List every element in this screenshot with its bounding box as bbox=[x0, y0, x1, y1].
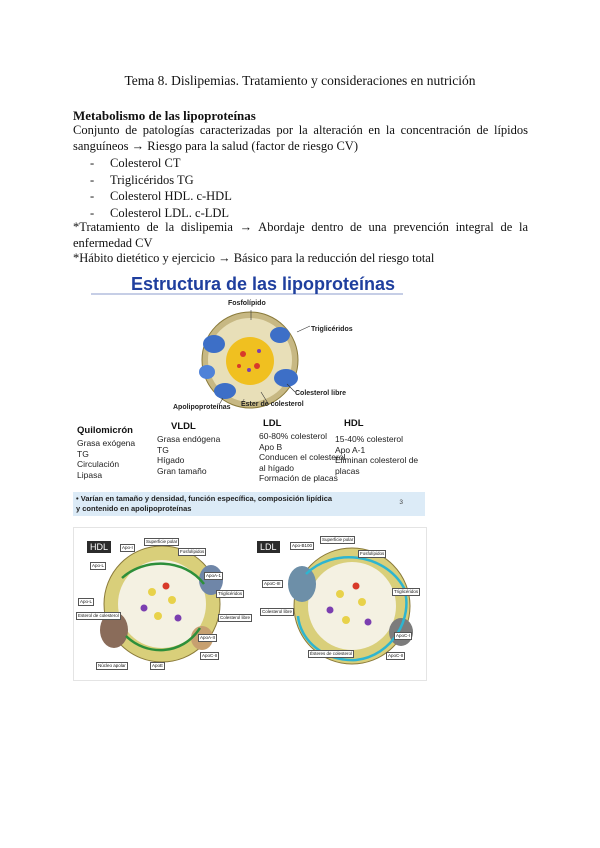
ldl-tag: Superficie polar bbox=[322, 537, 354, 542]
slide-title: Estructura de las lipoproteínas bbox=[131, 274, 396, 294]
column-hdl-header: HDL bbox=[344, 418, 364, 429]
column-line: al hígado bbox=[259, 462, 294, 473]
footer-line bbox=[76, 494, 396, 504]
column-vldl-header: VLDL bbox=[171, 421, 196, 432]
label-colesterol-libre: Colesterol libre bbox=[295, 390, 346, 397]
slide-footer-text bbox=[76, 494, 396, 514]
list-item bbox=[90, 155, 232, 172]
hdl-tag: Colesterol libre bbox=[220, 615, 251, 620]
column-vldl-text bbox=[157, 434, 243, 476]
list-item bbox=[90, 188, 232, 205]
ldl-tag: Apo-B100 bbox=[292, 543, 313, 548]
label-fosfolipido: Fosfolípido bbox=[228, 300, 266, 307]
column-line: Eliminan colesterol de bbox=[335, 455, 419, 465]
hdl-tag: Superficie polar bbox=[146, 539, 178, 544]
slide-page-number: 3 bbox=[399, 499, 403, 506]
ldl-tag: ApoC-III bbox=[264, 581, 281, 586]
column-line: placas bbox=[335, 465, 360, 476]
column-line: TG bbox=[77, 448, 89, 459]
slide-footer bbox=[73, 492, 425, 516]
column-line: Grasa exógena bbox=[77, 438, 136, 448]
note-habits: *Hábito dietético y ejercicio → Básico para la reducción del riesgo total bbox=[73, 251, 435, 265]
column-line: Formación de placas bbox=[259, 473, 338, 483]
hdl-tag: Triglicéridos bbox=[218, 591, 243, 596]
ldl-tag: ApoC-II bbox=[388, 653, 404, 658]
column-hdl-text bbox=[335, 434, 425, 476]
ldl-tag: Colesterol libre bbox=[262, 609, 293, 614]
note-treatment: *Tratamiento de la dislipemia → Abordaje dentro de una prevención integral de la enfermedad CV bbox=[73, 220, 528, 250]
bullet-marker: - bbox=[90, 189, 95, 203]
list-item-text: Colesterol HDL. c-HDL bbox=[110, 189, 232, 203]
hdl-tag: Apo-L bbox=[80, 599, 93, 604]
column-line: Gran tamaño bbox=[157, 465, 207, 476]
column-line: Apo A-1 bbox=[335, 444, 366, 455]
hdl-ldl-diagrams bbox=[73, 527, 427, 681]
column-line: TG bbox=[157, 444, 169, 455]
lipoprotein-structure-illustration bbox=[73, 288, 425, 438]
column-quilomicron-header: Quilomicrón bbox=[77, 425, 133, 436]
column-quilomicron-text bbox=[77, 438, 161, 480]
page-title: Tema 8. Dislipemias. Tratamiento y consideraciones en nutrición bbox=[124, 73, 476, 88]
column-line: Hígado bbox=[157, 455, 185, 465]
bullet-marker: - bbox=[90, 172, 95, 187]
list-item-text: Colesterol CT bbox=[110, 156, 181, 170]
column-line: Circulación bbox=[77, 459, 120, 469]
column-ldl-header: LDL bbox=[263, 418, 282, 429]
hdl-badge: HDL bbox=[86, 540, 112, 554]
label-ester-colesterol: Éster de colesterol bbox=[241, 401, 304, 408]
hdl-tag: Apo-L bbox=[92, 563, 105, 568]
label-trigliceridos: Triglicéridos bbox=[311, 326, 353, 333]
column-line: Conducen el colesterol bbox=[259, 452, 346, 462]
column-line: Apo B bbox=[259, 441, 283, 452]
list-item bbox=[90, 172, 232, 189]
column-line: Grasa endógena bbox=[157, 434, 221, 444]
ldl-tag: Ésteres de colesterol bbox=[310, 651, 353, 656]
bullet-list bbox=[90, 155, 232, 221]
bullet-marker: - bbox=[90, 205, 95, 220]
intro-paragraph: Conjunto de patologías caracterizadas por la alteración en la concentración de lípidos sanguíneos → Riesgo para la salud (factor de riesgo CV) bbox=[73, 123, 528, 153]
ldl-tag: ApoC-I bbox=[396, 633, 411, 638]
hdl-tag: ApoA-II bbox=[200, 635, 216, 640]
column-line: 15-40% colesterol bbox=[335, 434, 404, 444]
hdl-tag: Esterol de colesterol bbox=[78, 613, 119, 618]
ldl-tag: Triglicéridos bbox=[394, 589, 419, 594]
bullet-marker: - bbox=[90, 156, 95, 170]
label-apolipoproteinas: Apolipoproteínas bbox=[173, 404, 231, 411]
footer-line-text: Varían en tamaño y densidad, función específica, composición lipídica bbox=[80, 494, 333, 503]
hdl-tag: ApoA-1 bbox=[206, 573, 222, 578]
ldl-badge: LDL bbox=[256, 540, 281, 554]
section-heading: Metabolismo de las lipoproteínas bbox=[73, 108, 256, 123]
hdl-tag: Apo-I bbox=[122, 545, 133, 550]
hdl-tag: Núcleo apolar bbox=[98, 663, 126, 668]
footer-line: y contenido en apolipoproteínas bbox=[76, 504, 192, 513]
hdl-tag: ApoE bbox=[152, 663, 164, 668]
ldl-tag: Fosfolípidos bbox=[360, 551, 385, 556]
list-item-text: Colesterol LDL. c-LDL bbox=[110, 205, 230, 220]
list-item-text: Triglicéridos TG bbox=[110, 172, 194, 187]
column-line: 60-80% colesterol bbox=[259, 431, 328, 441]
hdl-tag: Fosfolípidos bbox=[180, 549, 205, 554]
hdl-tag: ApoC-II bbox=[202, 653, 218, 658]
column-line: Lipasa bbox=[77, 469, 103, 480]
footer-bullet: • bbox=[76, 494, 79, 503]
slide-figure bbox=[73, 268, 425, 516]
list-item bbox=[90, 205, 232, 222]
